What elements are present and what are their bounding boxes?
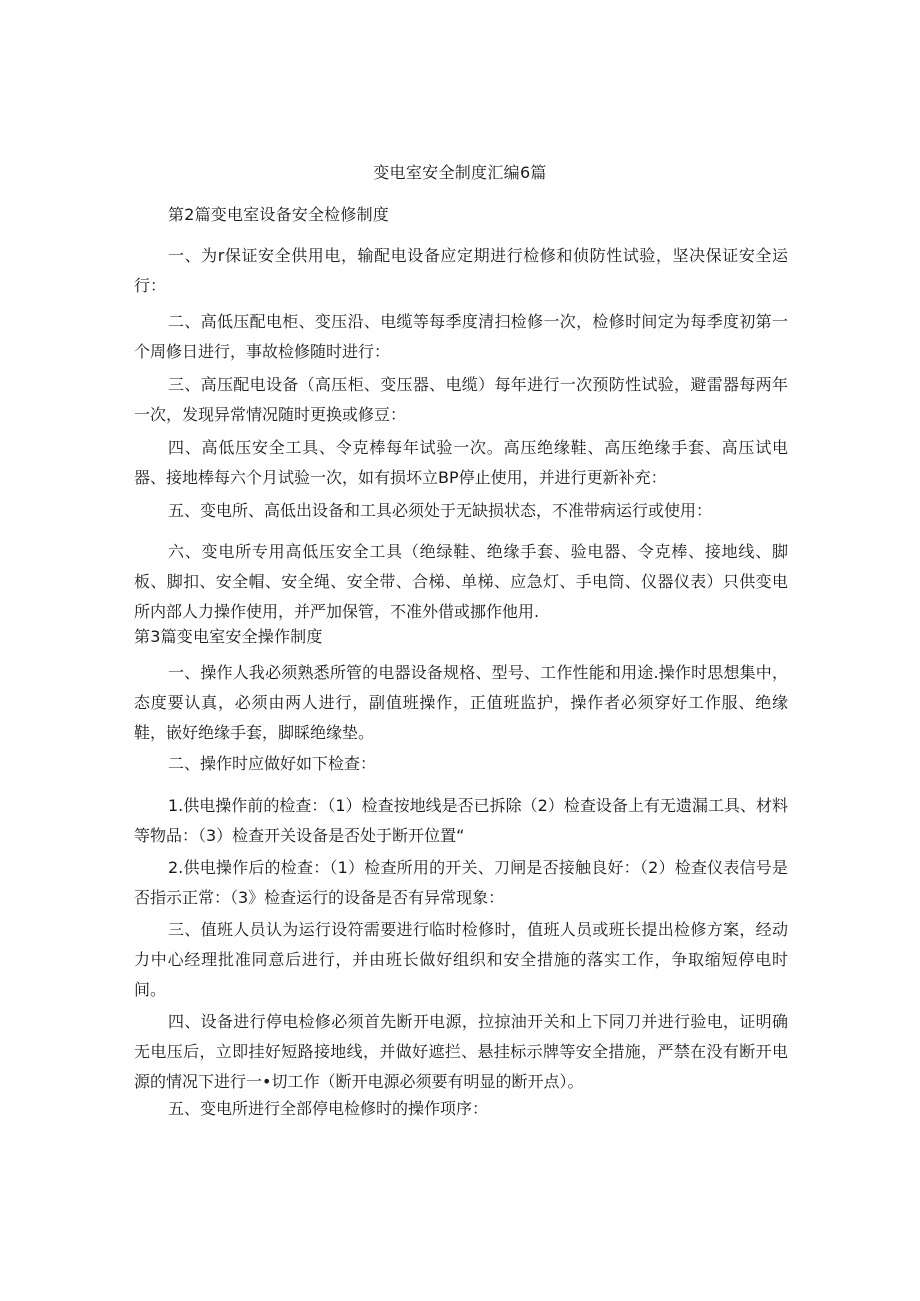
- section-3-paragraph-3: 1.供电操作前的检查：（1）检查按地线是否已拆除（2）检查设备上有无遗漏工具、材料等物品：（3）检查开关设备是否处于断开位置“: [134, 796, 788, 845]
- section-3-paragraph-1: 一、操作人我必须熟悉所管的电器设备规格、型号、工作性能和用途.操作时思想集中，态度要认真，必须由两人进行，副值班操作，正值班监护，操作者必须穿好工作服、绝缘鞋，嵌好绝缘手套，脚睬绝缘垫。: [134, 663, 788, 742]
- section-3-paragraph-4: 2.供电操作后的检查：（1）检查所用的开关、刀闸是否接触良好：（2）检查仪表信号是否指示正常：（3》检查运行的设备是否有异常现象：: [134, 858, 788, 907]
- section-2-paragraph-2: 二、高低压配电柜、变压沿、电缆等每季度清扫检修一次，检修时间定为每季度初第一个周修日进行，事故检修随时进行：: [134, 312, 788, 361]
- section-2-paragraph-5: 五、变电所、高低出设备和工具必须处于无缺损状态，不准带病运行或使用：: [168, 501, 713, 520]
- section-3-paragraph-7: 五、变电所进行全部停电检修时的操作项序：: [168, 1099, 489, 1118]
- section-2-heading: 第2篇变电室设备安全检修制度: [168, 205, 389, 224]
- section-3-paragraph-6: 四、设备进行停电检修必须首先断开电源，拉掠油开关和上下同刀并进行验电，证明确无电压后，立即挂好短路接地线，并做好遮拦、悬挂标示牌等安全措施，严禁在没有断开电源的情况下进行一•切工作（断开电源必须要有明显的断开点）。: [134, 1012, 788, 1091]
- section-3-heading: 第3篇变电室安全操作制度: [134, 627, 323, 646]
- section-3-paragraph-2: 二、操作时应做好如下检查：: [168, 754, 377, 773]
- section-2-paragraph-3: 三、高压配电设备（高压柜、变压器、电缆）每年进行一次预防性试验，避雷器每两年一次，发现异常情况随时更换或修豆：: [134, 375, 788, 424]
- section-2-paragraph-6: 六、变电所专用高低压安全工具（绝绿鞋、绝缘手套、验电器、令克棒、接地线、脚板、脚扣、安全帽、安全绳、安全带、合梯、单梯、应急灯、手电筒、仪器仪表）只供变电所内部人力操作使用，并严加保管，不准外借或挪作他用.: [134, 542, 788, 621]
- document-title: 变电室安全制度汇编6篇: [373, 163, 547, 182]
- section-2-paragraph-1: 一、为r保证安全供用电，输配电设备应定期进行检修和侦防性试验，坚决保证安全运行：: [134, 246, 788, 295]
- section-3-paragraph-5: 三、值班人员认为运行设符需要进行临时检修时，值班人员或班长提出检修方案，经动力中心经理批准同意后进行，并由班长做好组织和安全措施的落实工作，争取缩短停电时间。: [134, 920, 788, 999]
- section-2-paragraph-4: 四、高低压安全工具、令克棒每年试验一次。高压绝缘鞋、高压绝缘手套、高压试电器、接地棒每六个月试验一次，如有损坏立BP停止使用，并进行更新补充：: [134, 438, 788, 487]
